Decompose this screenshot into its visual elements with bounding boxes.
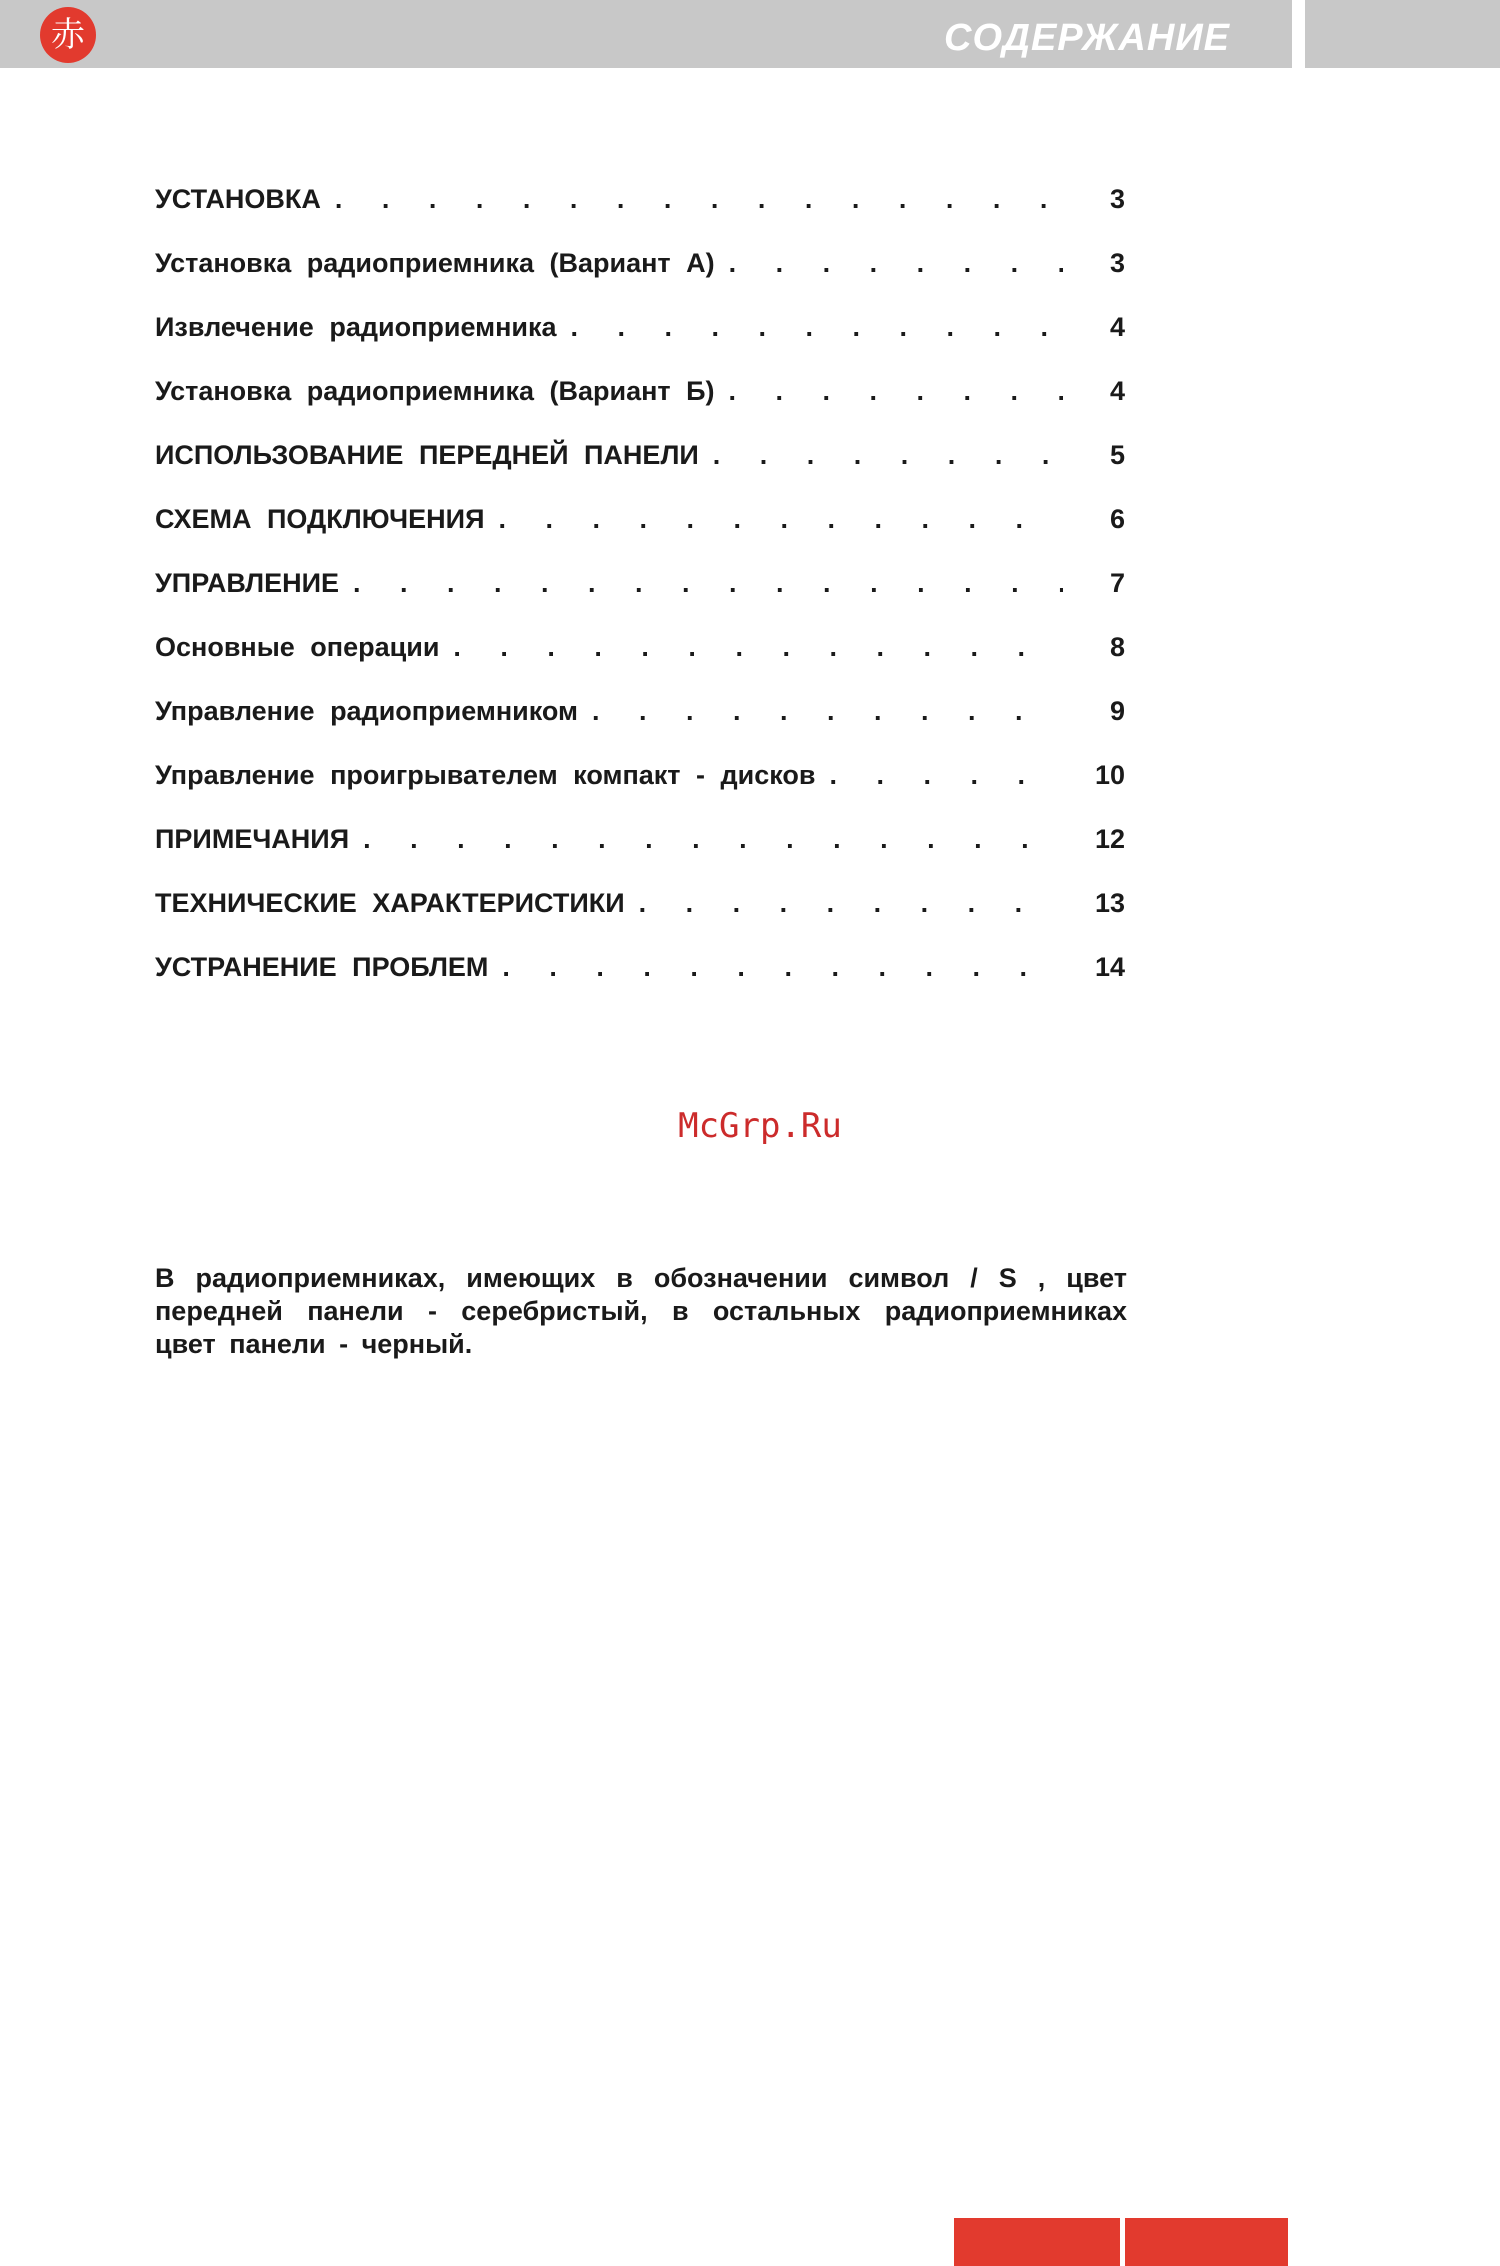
toc-entry-label: Управление радиоприемником <box>155 696 579 726</box>
toc-entry[interactable] <box>155 504 1125 568</box>
toc-entry-page: 3 <box>1109 248 1125 278</box>
toc-dot-leader <box>453 632 1063 663</box>
brand-logo-icon: 赤 <box>40 7 96 63</box>
toc-entry-page: 6 <box>1109 504 1125 534</box>
toc-dot-leader <box>353 568 1063 599</box>
toc-entry[interactable] <box>155 888 1125 952</box>
toc-entry-label: Извлечение радиоприемника <box>155 312 557 342</box>
toc-dot-leader <box>502 952 1063 983</box>
toc-entry-label: УСТАНОВКА <box>155 184 321 214</box>
toc-dot-leader <box>639 888 1063 919</box>
toc-entry-page: 7 <box>1109 568 1125 598</box>
toc-entry-page: 4 <box>1109 376 1125 406</box>
toc-entry-label: ТЕХНИЧЕСКИЕ ХАРАКТЕРИСТИКИ <box>155 888 625 918</box>
page-title: СОДЕРЖАНИЕ <box>944 17 1230 59</box>
toc-entry[interactable] <box>155 696 1125 760</box>
toc-dot-leader <box>830 760 1063 791</box>
toc-entry[interactable] <box>155 632 1125 696</box>
toc-entry-label: Управление проигрывателем компакт - дисков <box>155 760 816 790</box>
toc-entry[interactable] <box>155 184 1125 248</box>
toc-entry-page: 9 <box>1109 696 1125 726</box>
toc-entry[interactable] <box>155 376 1125 440</box>
toc-entry-label: УПРАВЛЕНИЕ <box>155 568 340 598</box>
toc-entry-page: 10 <box>1094 760 1125 790</box>
footer-accent-block <box>1125 2218 1288 2266</box>
table-of-contents <box>155 184 1125 1016</box>
toc-dot-leader <box>363 824 1063 855</box>
toc-entry[interactable] <box>155 824 1125 888</box>
toc-dot-leader <box>498 504 1063 535</box>
toc-entry-page: 4 <box>1109 312 1125 342</box>
toc-dot-leader <box>335 184 1063 215</box>
toc-entry-label: ПРИМЕЧАНИЯ <box>155 824 350 854</box>
toc-entry[interactable] <box>155 440 1125 504</box>
toc-entry[interactable] <box>155 312 1125 376</box>
toc-entry[interactable] <box>155 760 1125 824</box>
toc-dot-leader <box>713 440 1063 471</box>
toc-entry-label: УСТРАНЕНИЕ ПРОБЛЕМ <box>155 952 489 982</box>
toc-entry-page: 12 <box>1094 824 1125 854</box>
toc-dot-leader <box>571 312 1063 343</box>
toc-entry[interactable] <box>155 952 1125 1016</box>
toc-dot-leader <box>729 248 1063 279</box>
toc-entry-label: ИСПОЛЬЗОВАНИЕ ПЕРЕДНЕЙ ПАНЕЛИ <box>155 440 699 470</box>
toc-entry-page: 3 <box>1109 184 1125 214</box>
color-note: В радиоприемниках, имеющих в обозначении символ / S , цвет передней панели - серебристый, в остальных радиоприемниках цвет панели - черный. <box>155 1263 1127 1359</box>
toc-entry-page: 14 <box>1094 952 1125 982</box>
toc-dot-leader <box>729 376 1063 407</box>
toc-entry-label: Основные операции <box>155 632 440 662</box>
toc-entry-label: Установка радиоприемника (Вариант Б) <box>155 376 715 406</box>
watermark: McGrp.Ru <box>678 1106 842 1146</box>
footer-accent-block <box>954 2218 1120 2266</box>
header-bar-tab <box>1305 0 1500 68</box>
toc-entry-page: 13 <box>1094 888 1125 918</box>
toc-entry-label: СХЕМА ПОДКЛЮЧЕНИЯ <box>155 504 485 534</box>
toc-dot-leader <box>592 696 1063 727</box>
toc-entry[interactable] <box>155 568 1125 632</box>
toc-entry-label: Установка радиоприемника (Вариант А) <box>155 248 715 278</box>
toc-entry-page: 5 <box>1109 440 1125 470</box>
toc-entry[interactable] <box>155 248 1125 312</box>
toc-entry-page: 8 <box>1109 632 1125 662</box>
